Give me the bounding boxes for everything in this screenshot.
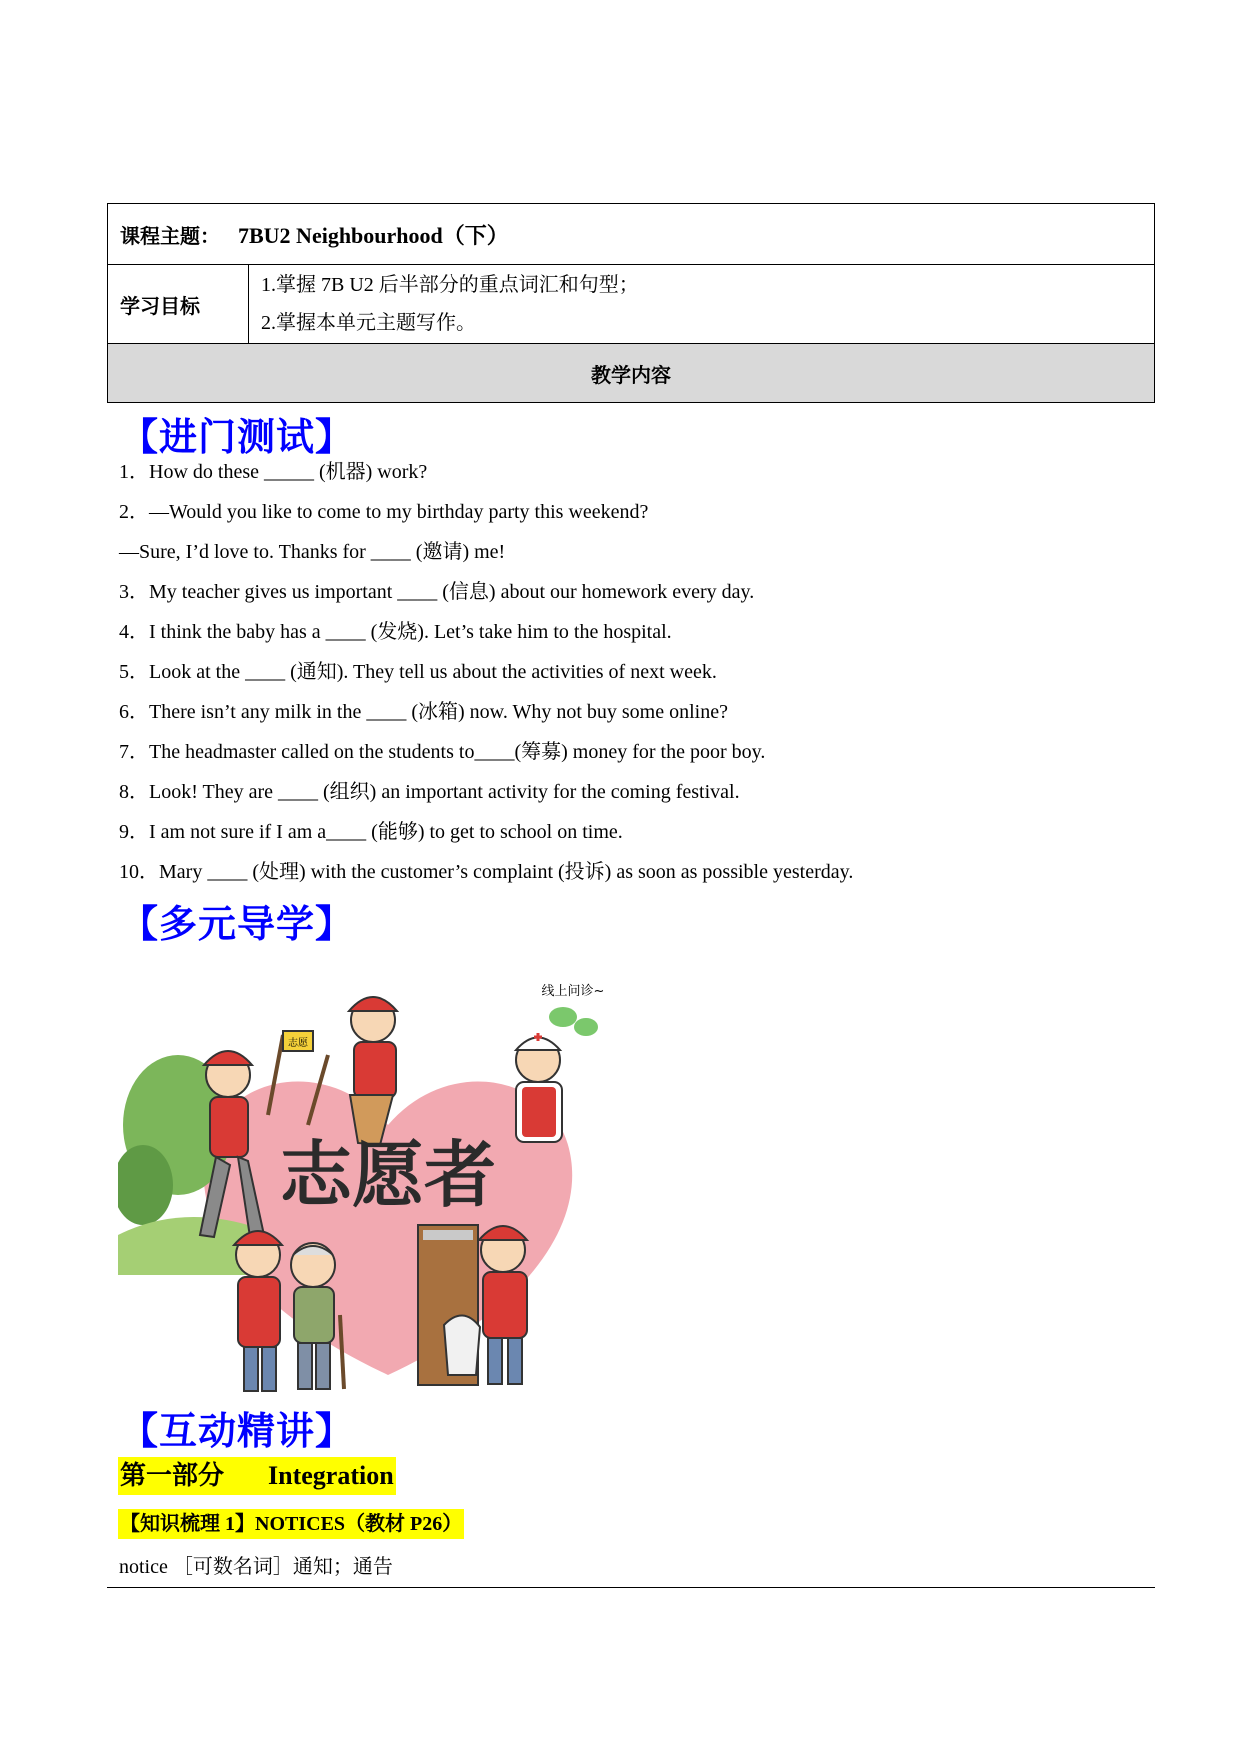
topic-value: 7BU2 Neighbourhood（下） — [238, 222, 509, 248]
objective-item: 2.掌握本单元主题写作。 — [261, 312, 476, 334]
svg-text:线上问诊~: 线上问诊~ — [541, 984, 605, 999]
topic-cell — [108, 204, 1155, 265]
course-info-table — [107, 203, 1155, 403]
question-item: 8．Look! They are ____ (组织) an important activity for the coming festival. — [119, 781, 740, 803]
guided-learning-heading: 【多元导学】 — [120, 902, 355, 946]
question-item: 1．How do these _____ (机器) work? — [119, 461, 428, 483]
question-item: 6．There isn’t any milk in the ____ (冰箱) now. Why not buy some online? — [119, 701, 728, 723]
chat-icon — [574, 1018, 598, 1036]
volunteer-illustration — [118, 975, 658, 1403]
objective-item: 1.掌握 7B U2 后半部分的重点词汇和句型； — [261, 274, 639, 296]
grocery-bag — [444, 1315, 480, 1375]
question-item: 4．I think the baby has a ____ (发烧). Let’s take him to the hospital. — [119, 621, 672, 643]
part-number: 第一部分 — [120, 1461, 225, 1490]
question-item: 7．The headmaster called on the students to____(筹募) money for the poor boy. — [119, 741, 766, 763]
volunteer-figure — [234, 1231, 282, 1391]
question-item: —Sure, I’d love to. Thanks for ____ (邀请) me! — [119, 541, 506, 563]
doctor-figure — [516, 983, 604, 1142]
part-title — [118, 1457, 396, 1495]
objective-label: 学习目标 — [120, 295, 200, 318]
grass — [118, 1217, 248, 1275]
question-item: 3．My teacher gives us important ____ (信息) about our homework every day. — [119, 581, 755, 603]
footer-divider — [107, 1587, 1155, 1588]
knowledge-point-title: 【知识梳理 1】NOTICES（教材 P26） — [118, 1509, 464, 1539]
topic-label: 课程主题： — [120, 225, 220, 248]
objective-cell — [249, 265, 1155, 344]
entry-test-heading: 【进门测试】 — [120, 415, 355, 459]
question-item: 2．—Would you like to come to my birthday party this weekend? — [119, 501, 649, 523]
objective-label-cell — [108, 265, 249, 344]
chat-icon — [549, 1007, 577, 1027]
question-item: 10．Mary ____ (处理) with the customer’s complaint (投诉) as soon as possible yesterday. — [119, 861, 854, 883]
svg-text:志愿: 志愿 — [288, 1038, 308, 1049]
question-item: 5．Look at the ____ (通知). They tell us about the activities of next week. — [119, 661, 717, 683]
part-subtitle: Integration — [268, 1461, 394, 1490]
vocabulary-note: notice ［可数名词］通知；通告 — [119, 1556, 393, 1578]
question-item: 9．I am not sure if I am a____ (能够) to get to school on time. — [119, 821, 623, 843]
interactive-heading: 【互动精讲】 — [120, 1409, 355, 1453]
illustration-title: 志愿者 — [279, 1133, 497, 1217]
content-header: 教学内容 — [108, 344, 1155, 403]
